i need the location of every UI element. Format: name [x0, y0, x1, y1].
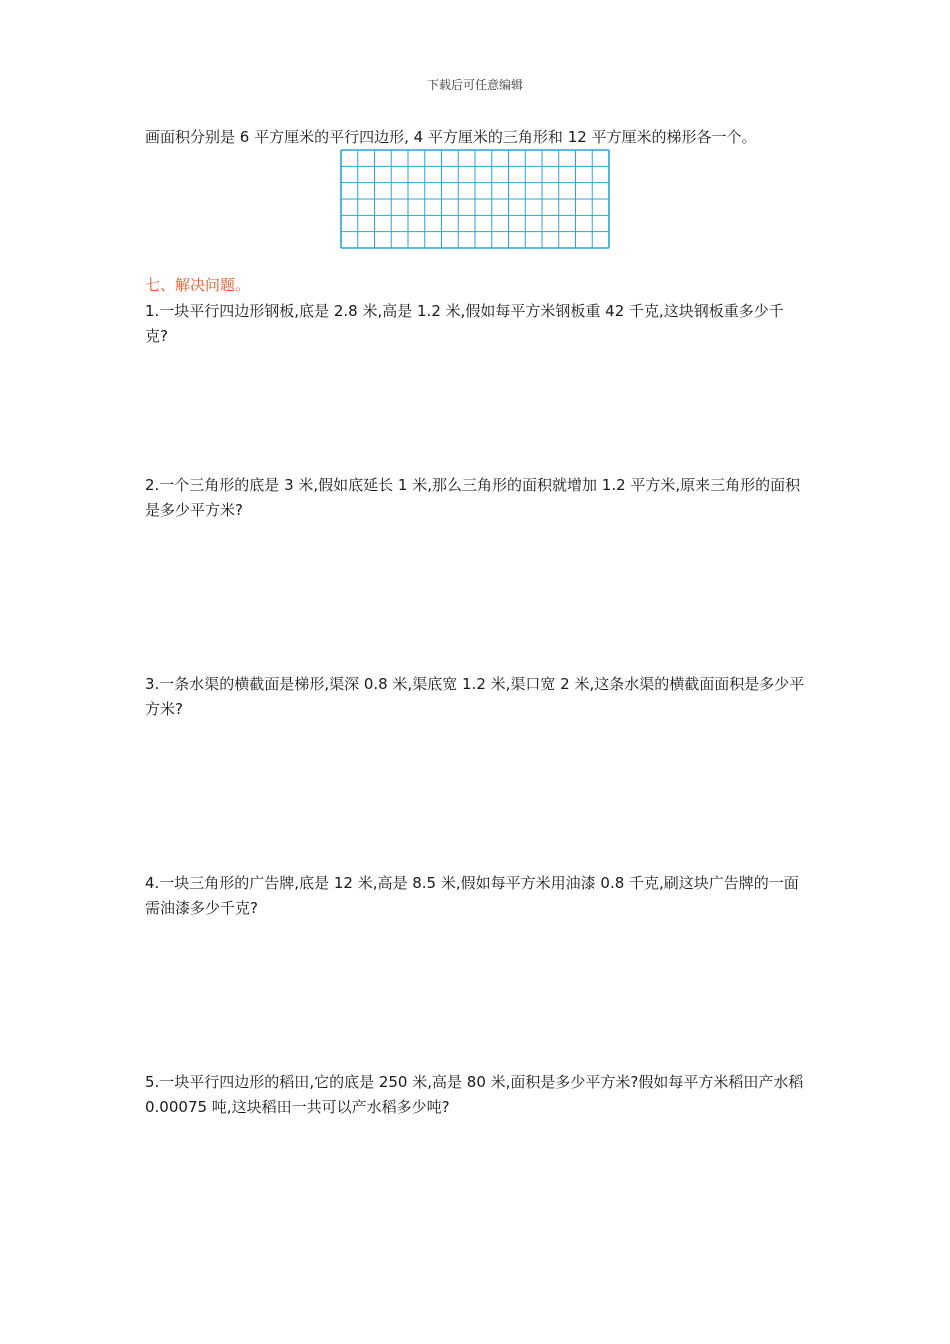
question-5: 5.一块平行四边形的稻田,它的底是 250 米,高是 80 米,面积是多少平方米?假如每平方米稻田产水稻 0.00075 吨,这块稻田一共可以产水稻多少吨? — [145, 1073, 804, 1116]
intro-instruction: 画面积分别是 6 平方厘米的平行四边形, 4 平方厘米的三角形和 12 平方厘米的梯形各一个。 — [145, 128, 757, 146]
question-3: 3.一条水渠的横截面是梯形,渠深 0.8 米,渠底宽 1.2 米,渠口宽 2 米,这条水渠的横截面面积是多少平方米? — [145, 675, 805, 718]
question-1: 1.一块平行四边形钢板,底是 2.8 米,高是 1.2 米,假如每平方米钢板重 42 千克,这块钢板重多少千克? — [145, 302, 784, 345]
question-2: 2.一个三角形的底是 3 米,假如底延长 1 米,那么三角形的面积就增加 1.2 平方米,原来三角形的面积是多少平方米? — [145, 476, 801, 519]
square-grid — [340, 149, 610, 249]
page-header: 下载后可任意编辑 — [426, 78, 523, 92]
question-4: 4.一块三角形的广告牌,底是 12 米,高是 8.5 米,假如每平方米用油漆 0.8 千克,刷这块广告牌的一面需油漆多少千克? — [145, 874, 799, 917]
section-title: 七、解决问题。 — [145, 276, 251, 294]
